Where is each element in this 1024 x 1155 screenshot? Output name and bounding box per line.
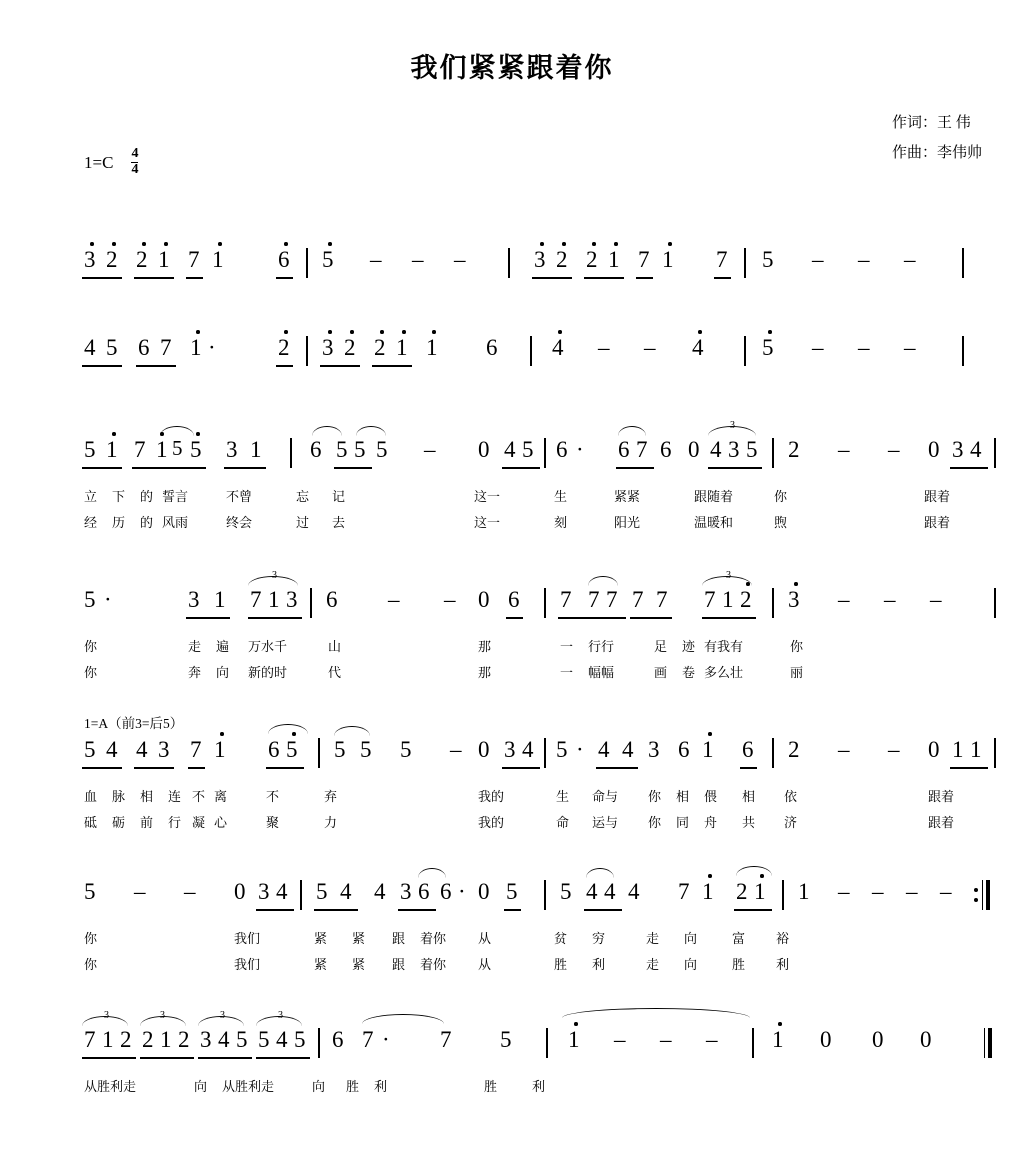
time-signature-numerator: 4 (131, 146, 139, 161)
barline (962, 336, 964, 366)
barline (772, 438, 774, 468)
beam-line (314, 909, 358, 911)
beam-line (256, 909, 294, 911)
beam-line (186, 617, 230, 619)
barline (290, 438, 292, 468)
octave-dot-icon (196, 330, 200, 334)
octave-dot-icon (698, 330, 702, 334)
octave-dot-icon (90, 242, 94, 246)
triplet-bracket (248, 576, 298, 586)
beam-line (708, 467, 762, 469)
beam-line (630, 617, 672, 619)
music-system-3: 5 1 7 1 5 5 3 1 6 5 5 5 – 0 4 5 6 · 6 7 6 0 3 4 3 5 2 – – 0 3 4 立 下 的 誓言 不曾 忘 记 这一 生 紧紧 跟随着 你 跟着 经 历 的 风雨 终会 过 去 这一 刻 阳光 温暖和 煦 跟着 (0, 438, 1024, 548)
beam-line (276, 277, 293, 279)
beam-line (82, 1057, 136, 1059)
barline (530, 336, 532, 366)
octave-dot-icon (284, 242, 288, 246)
beam-line (506, 617, 523, 619)
octave-dot-icon (432, 330, 436, 334)
octave-dot-icon (328, 242, 332, 246)
beam-line (532, 277, 572, 279)
music-system-7: 3 7 1 2 3 2 1 2 3 3 4 5 3 5 4 5 6 7 · 7 5 1 – – – 1 0 0 0 从胜利走 向 从胜利走 向 胜 利 胜 利 (0, 1028, 1024, 1138)
octave-dot-icon (562, 242, 566, 246)
beam-line (276, 365, 293, 367)
music-system-4: 5 · 3 1 3 7 1 3 6 – – 0 6 7 7 7 7 7 3 7 1 2 3 – – – 你 走 遍 万水千 山 那 一 行行 足 迹 有我有 你 你 奔 向 新的时 代 那 一 幅幅 画 卷 多么壮 丽 (0, 588, 1024, 698)
barline (306, 248, 308, 278)
beam-line (502, 767, 540, 769)
tie-slur (736, 866, 772, 876)
time-signature (131, 147, 138, 177)
tie-slur (562, 1008, 750, 1018)
barline (962, 248, 964, 278)
beam-line (266, 767, 304, 769)
barline (994, 588, 996, 618)
barline (544, 438, 546, 468)
barline (772, 738, 774, 768)
barline (994, 438, 996, 468)
octave-dot-icon (196, 432, 200, 436)
barline (300, 880, 302, 910)
time-signature-denominator: 4 (131, 161, 139, 177)
key-and-time-signature (84, 148, 138, 178)
triplet-bracket (140, 1016, 186, 1026)
beam-line (334, 467, 372, 469)
triplet-bracket (708, 426, 756, 436)
octave-dot-icon (668, 242, 672, 246)
octave-dot-icon (218, 242, 222, 246)
final-barline (966, 1028, 992, 1058)
octave-dot-icon (328, 330, 332, 334)
music-system-2 (0, 336, 1024, 396)
barline (544, 588, 546, 618)
barline (744, 336, 746, 366)
barline (752, 1028, 754, 1058)
octave-dot-icon (350, 330, 354, 334)
beam-line (616, 467, 654, 469)
beam-line (82, 365, 122, 367)
beam-line (372, 365, 412, 367)
beam-line (714, 277, 731, 279)
octave-dot-icon (614, 242, 618, 246)
octave-dot-icon (794, 582, 798, 586)
tie-slur (160, 426, 194, 436)
octave-dot-icon (768, 330, 772, 334)
triplet-bracket (256, 1016, 302, 1026)
beam-line (140, 1057, 194, 1059)
beam-line (502, 467, 540, 469)
octave-dot-icon (558, 330, 562, 334)
notes-row: 3 7 1 2 3 2 1 2 3 3 4 5 3 5 4 5 6 7 · 7 5 1 – – – 1 0 0 0 (0, 1028, 1024, 1072)
octave-dot-icon (402, 330, 406, 334)
octave-dot-icon (574, 1022, 578, 1026)
beam-line (82, 277, 122, 279)
page-title: 我们紧紧跟着你 (410, 53, 614, 83)
tie-slur (418, 868, 446, 878)
barline (546, 1028, 548, 1058)
beam-line (596, 767, 638, 769)
beam-line (636, 277, 653, 279)
notes-row: 4 5 6 7 1 · 2 3 2 2 1 1 6 4 – – 4 5 – – – (0, 336, 1024, 380)
beam-line (702, 617, 756, 619)
barline (744, 248, 746, 278)
beam-line (132, 467, 206, 469)
barline (994, 738, 996, 768)
beam-line (558, 617, 626, 619)
beam-line (584, 277, 624, 279)
beam-line (198, 1057, 252, 1059)
barline (772, 588, 774, 618)
notes-row: 3 2 2 1 7 1 6 5 – – – 3 2 2 1 7 1 7 5 – – – (0, 248, 1024, 292)
tie-slur (312, 426, 342, 436)
barline (544, 880, 546, 910)
tie-slur (268, 724, 308, 734)
octave-dot-icon (746, 582, 750, 586)
beam-line (134, 767, 174, 769)
triplet-bracket (198, 1016, 244, 1026)
octave-dot-icon (220, 732, 224, 736)
key-change-label: 1=A（前3=后5） (84, 716, 184, 731)
notes-row: 5 1 7 1 5 5 3 1 6 5 5 5 – 0 4 5 6 · 6 7 6 0 3 4 3 5 2 – – 0 3 4 (0, 438, 1024, 482)
barline (318, 1028, 320, 1058)
barline (310, 588, 312, 618)
beam-line (320, 365, 360, 367)
octave-dot-icon (778, 1022, 782, 1026)
octave-dot-icon (112, 432, 116, 436)
lyricist-credit: 作词：王 伟 (891, 115, 971, 131)
tie-slur (588, 576, 618, 586)
beam-line (584, 909, 622, 911)
triplet-bracket (702, 576, 752, 586)
octave-dot-icon (164, 242, 168, 246)
notes-row: 5 – – 0 3 4 5 4 4 3 6 6 · 0 5 5 4 4 4 7 1 2 1 1 – – – – (0, 880, 1024, 924)
tie-slur (362, 1014, 444, 1024)
composer-credit: 作曲：李伟帅 (891, 145, 982, 161)
music-system-6: 5 – – 0 3 4 5 4 4 3 6 6 · 0 5 5 4 4 4 7 1 2 1 1 – – – – 你 我们 紧 紧 跟 着你 从 贫 穷 走 向 富 裕 你 我们 紧 紧 跟 着你 从 胜 利 走 向 胜 利 (0, 880, 1024, 990)
beam-line (136, 365, 176, 367)
music-system-1 (0, 248, 1024, 308)
octave-dot-icon (112, 242, 116, 246)
beam-line (82, 767, 122, 769)
octave-dot-icon (284, 330, 288, 334)
tie-slur (618, 426, 646, 436)
tie-slur (356, 426, 386, 436)
octave-dot-icon (142, 242, 146, 246)
octave-dot-icon (708, 732, 712, 736)
beam-line (950, 467, 988, 469)
notes-row: 5 · 3 1 3 7 1 3 6 – – 0 6 7 7 7 7 7 3 7 1 2 3 – – – (0, 588, 1024, 632)
beam-line (186, 277, 203, 279)
end-repeat-barline (960, 880, 990, 910)
music-system-5: 5 4 4 3 7 1 6 5 5 5 5 – 0 3 4 5 · 4 4 3 6 1 6 2 – – 0 1 1 血 脉 相 连 不 离 不 弃 我的 生 命与 你 相 偎 相 依 跟着 砥 砺 前 行 凝 心 聚 力 我的 命 运与 你 同 舟 共 济 跟着 (0, 738, 1024, 848)
beam-line (504, 909, 521, 911)
barline (318, 738, 320, 768)
tie-slur (334, 726, 370, 736)
octave-dot-icon (592, 242, 596, 246)
tie-slur (586, 868, 614, 878)
beam-line (224, 467, 266, 469)
beam-line (398, 909, 436, 911)
beam-line (734, 909, 772, 911)
beam-line (188, 767, 205, 769)
octave-dot-icon (540, 242, 544, 246)
barline (544, 738, 546, 768)
key-signature: 1=C (84, 153, 114, 173)
beam-line (740, 767, 757, 769)
triplet-bracket (82, 1016, 128, 1026)
octave-dot-icon (380, 330, 384, 334)
barline (782, 880, 784, 910)
beam-line (256, 1057, 310, 1059)
barline (306, 336, 308, 366)
barline (508, 248, 510, 278)
beam-line (950, 767, 988, 769)
beam-line (82, 467, 122, 469)
beam-line (134, 277, 174, 279)
beam-line (248, 617, 302, 619)
credits-block (892, 108, 982, 168)
octave-dot-icon (708, 874, 712, 878)
notes-row: 5 4 4 3 7 1 6 5 5 5 5 – 0 3 4 5 · 4 4 3 6 1 6 2 – – 0 1 1 (0, 738, 1024, 782)
